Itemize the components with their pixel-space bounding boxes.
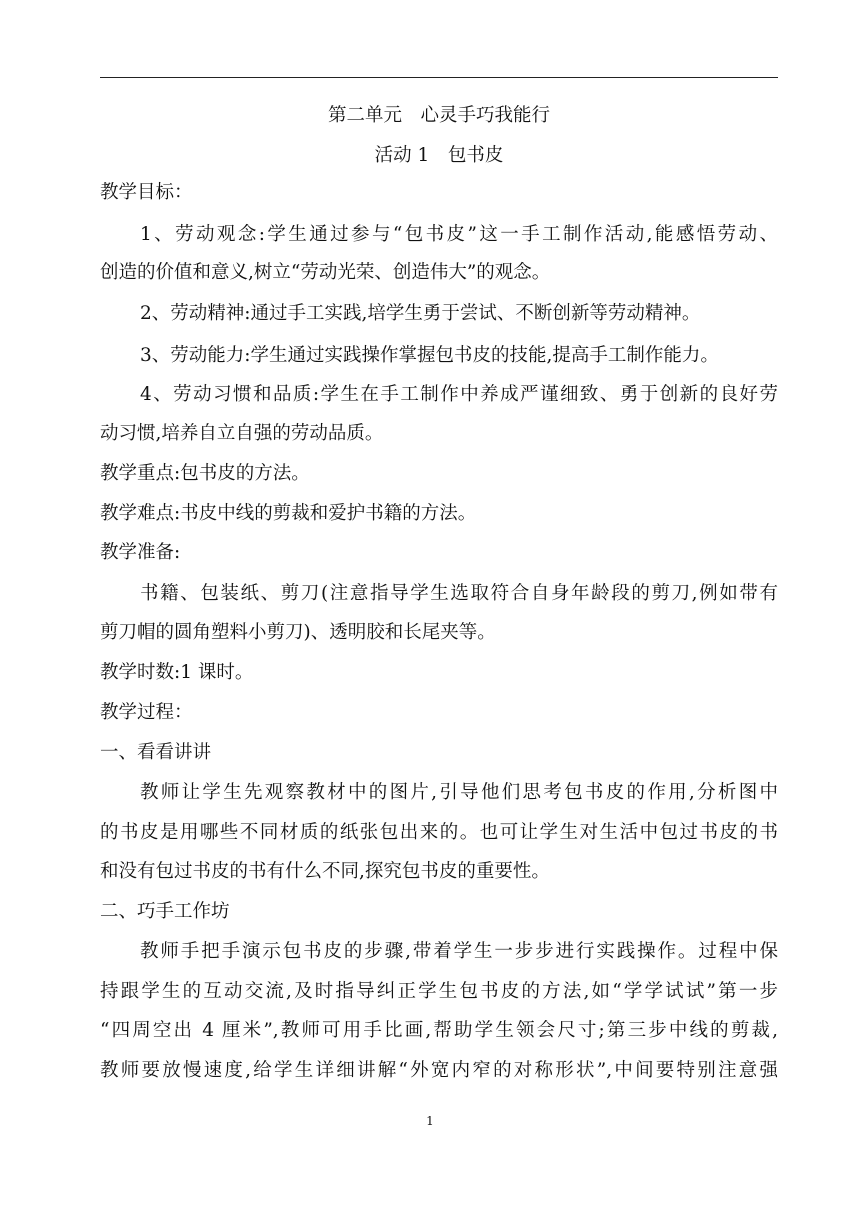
paragraph-line: 剪刀帽的圆角塑料小剪刀)、透明胶和长尾夹等。 bbox=[100, 622, 496, 643]
paragraph-line: 持跟学生的互动交流,及时指导纠正学生包书皮的方法,如“学学试试”第一步 bbox=[100, 981, 778, 1002]
paragraph-line: 书籍、包装纸、剪刀(注意指导学生选取符合自身年龄段的剪刀,例如带有 bbox=[140, 583, 778, 604]
section-heading-key-point: 教学重点:包书皮的方法。 bbox=[100, 463, 310, 484]
paragraph-line: 4、劳动习惯和品质:学生在手工制作中养成严谨细致、勇于创新的良好劳 bbox=[140, 384, 778, 405]
section-heading-difficulty: 教学难点:书皮中线的剪裁和爱护书籍的方法。 bbox=[100, 503, 477, 524]
paragraph-line: 2、劳动精神:通过手工实践,培学生勇于尝试、不断创新等劳动精神。 bbox=[140, 303, 701, 324]
page-number: 1 bbox=[426, 1114, 434, 1128]
subsection-heading: 二、巧手工作坊 bbox=[100, 901, 230, 922]
header-rule bbox=[100, 77, 778, 78]
paragraph-line: 教师手把手演示包书皮的步骤,带着学生一步步进行实践操作。过程中保 bbox=[140, 941, 778, 962]
paragraph-line: 和没有包过书皮的书有什么不同,探究包书皮的重要性。 bbox=[100, 861, 550, 882]
activity-title: 活动 1 包书皮 bbox=[374, 145, 504, 166]
unit-title: 第二单元 心灵手巧我能行 bbox=[327, 105, 550, 126]
paragraph-line: 1、劳动观念:学生通过参与“包书皮”这一手工制作活动,能感悟劳动、 bbox=[140, 224, 778, 245]
paragraph-line: 教师要放慢速度,给学生详细讲解“外宽内窄的对称形状”,中间要特别注意强 bbox=[100, 1060, 778, 1081]
section-heading-objectives: 教学目标： bbox=[100, 182, 193, 203]
paragraph-line: 的书皮是用哪些不同材质的纸张包出来的。也可让学生对生活中包过书皮的书 bbox=[100, 822, 778, 843]
subsection-heading: 一、看看讲讲 bbox=[100, 742, 212, 763]
paragraph-line: “四周空出 4 厘米”,教师可用手比画,帮助学生领会尺寸;第三步中线的剪裁, bbox=[100, 1020, 778, 1041]
paragraph-line: 教师让学生先观察教材中的图片,引导他们思考包书皮的作用,分析图中 bbox=[140, 782, 778, 803]
paragraph-line: 创造的价值和意义,树立“劳动光荣、创造伟大”的观念。 bbox=[100, 262, 551, 283]
section-heading-hours: 教学时数:1 课时。 bbox=[100, 662, 254, 683]
section-heading-preparation: 教学准备: bbox=[100, 542, 181, 563]
section-heading-process: 教学过程： bbox=[100, 702, 193, 723]
paragraph-line: 动习惯,培养自立自强的劳动品质。 bbox=[100, 423, 384, 444]
paragraph-line: 3、劳动能力:学生通过实践操作掌握包书皮的技能,提高手工制作能力。 bbox=[140, 345, 719, 366]
